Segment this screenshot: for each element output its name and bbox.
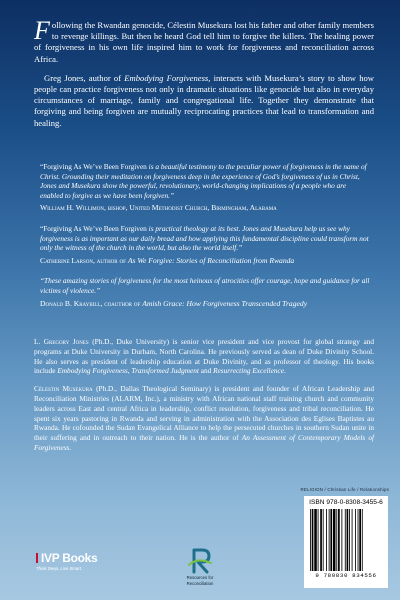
endorser-name: William H. Willimon	[40, 203, 104, 213]
barcode-bar	[359, 509, 361, 571]
bio-book: An Assessment of Contemporary Models of Forgiveness	[34, 433, 374, 452]
intro-paragraph-1-text: ollowing the Rwandan genocide, Célestin Musekura lost his father and other family members to revenge killings. But then he heard God tell him to forgive the killers. The healing power of forgiveness in his own life inspired him to work for forgiveness and reconciliation across Africa.	[34, 20, 374, 64]
bio-end: .	[283, 366, 286, 376]
endorser-book: Amish Grace: How Forgiveness Transcended Tragedy	[142, 298, 308, 308]
endorsements	[40, 162, 370, 319]
bio-end: .	[69, 442, 72, 452]
partner-name-line-1: Resources for	[186, 575, 214, 580]
barcode-bar	[362, 509, 363, 571]
barcode-bar	[312, 509, 314, 571]
intro-paragraph-2-text: Greg Jones, author of	[44, 72, 125, 83]
ivp-bar-icon	[36, 553, 38, 563]
book-title: Embodying Forgiveness,	[124, 72, 211, 83]
quote-body: is practical theology at its best. Jones and Musekura help us see why forgiveness is as important as our daily bread and how applying this fundamental discipline could transform not only the witness of the church in the world, but also the world itself.”	[40, 223, 369, 253]
barcode-bars	[310, 509, 382, 571]
category-label: RELIGION / Christian Life / Relationships	[300, 487, 389, 492]
barcode-bar	[326, 509, 327, 571]
endorser-title: , coauthor of	[100, 298, 143, 308]
ivp-books-logo	[36, 551, 98, 571]
intro-paragraph-2	[34, 73, 374, 129]
bio-text: (Ph.D., Dallas Theological Seminary) is president and founder of African Leadership and Reconciliation Ministries (ALARM, Inc.), a ministry with African national staff training church and community leaders across East and central Africa in leadership, conflict resolution, forgiveness and tribal reconciliation. He spent six years pastoring in Rwanda and serving in administration with the Association des Eglises Baptistes au Rwanda. He cofounded the Sudan Evangelical Alliance to help the persecuted churches in southern Sudan unite in their suffering and in outreach to their nation. He is the author of	[34, 384, 374, 443]
endorsement	[40, 276, 370, 308]
barcode-bar	[323, 509, 324, 571]
barcode-bar	[330, 509, 332, 571]
quote-attribution	[40, 299, 370, 309]
barcode-bar	[310, 509, 311, 571]
author-bios	[34, 337, 374, 461]
endorser-title: , bishop, United Methodist Church, Birmingham, Alabama	[103, 203, 277, 213]
barcode-bar	[336, 509, 337, 571]
reconciliation-r-icon	[185, 545, 215, 575]
endorser-book: As We Forgive: Stories of Reconciliation from Rwanda	[127, 255, 295, 265]
quote-lead: “Forgiving As We’ve Been Forgiven	[40, 162, 147, 171]
bio-book: Resurrecting Excellence	[213, 366, 284, 376]
barcode-bar	[318, 509, 319, 571]
bio-connector: and	[198, 366, 214, 376]
endorser-name: Catherine Larson	[40, 255, 93, 265]
resources-for-reconciliation-logo	[170, 545, 230, 586]
barcode-bar	[333, 509, 336, 571]
publisher-name	[36, 551, 98, 565]
quote-body: “These amazing stories of forgiveness for the most heinous of atrocities offer courage, hope and guidance for all victims of violence.”	[40, 276, 370, 295]
quote-lead: “Forgiving As We’ve Been Forgiven	[40, 223, 147, 233]
quote-body: is a beautiful testimony to the peculiar power of forgiveness in the name of Christ. Grounding their meditation on forgiveness deep in the experience of God’s forgiveness of us in Christ, Jones and Musekura show the powerful, revolutionary, world-changing implications of a people who are enabled to forgive as we have been forgiven.”	[40, 162, 367, 200]
barcode-bar	[347, 509, 349, 571]
endorsement	[40, 224, 370, 265]
barcode-bar	[314, 509, 317, 571]
intro-paragraph-2-text-end: interacts with Musekura’s story to show how people can practice forgiveness not only in dramatic situations like genocide but also in everyday circumstances of marriage, family and congregational life. Together they demonstrate that forgiving and being forgiven are mutually reciprocating practices that lead to transformation and healing.	[34, 72, 374, 128]
barcode-bar	[338, 509, 340, 571]
barcode-bar	[341, 509, 342, 571]
publisher-tagline: Think Deep. Live Smart.	[36, 566, 83, 571]
endorser-name: Donald B. Kraybill	[40, 298, 101, 308]
author-name: Célestin Musekura	[34, 384, 93, 394]
barcode-bar	[358, 509, 359, 571]
author-name: L. Gregory Jones	[34, 337, 89, 346]
drop-cap: F	[34, 16, 50, 45]
intro-paragraph-1	[34, 16, 374, 65]
isbn-text: ISBN 978-0-8308-3455-6	[309, 499, 383, 506]
partner-name-line-2: Reconciliation	[186, 580, 214, 586]
bio-text: (Ph.D., Duke University) is senior vice president and vice provost for global strategy and programs at Duke University in Durham, North Carolina. He previously served as dean of Duke Divinity School. He also serves as president of leadership education at Duke Divinity, and as professor of theology. His books include	[34, 337, 374, 376]
bio-jones	[34, 337, 374, 376]
barcode-bar	[329, 509, 330, 571]
description	[34, 16, 374, 137]
barcode-digits: 9 780830 834556	[315, 572, 377, 579]
endorser-title: , author of	[93, 255, 128, 265]
barcode-bar	[352, 509, 353, 571]
publisher-name-text: IVP Books	[41, 551, 98, 565]
partner-name	[170, 575, 230, 586]
bio-book: Embodying Forgiveness, Transformed Judgment	[57, 366, 199, 376]
barcode-bar	[355, 509, 356, 571]
endorsement	[40, 162, 370, 213]
quote-attribution	[40, 256, 370, 266]
quote-attribution	[40, 203, 370, 213]
barcode-bar	[349, 509, 350, 571]
bio-musekura	[34, 384, 374, 453]
barcode-bar	[345, 509, 346, 571]
barcode	[304, 496, 388, 588]
barcode-bar	[320, 509, 322, 571]
